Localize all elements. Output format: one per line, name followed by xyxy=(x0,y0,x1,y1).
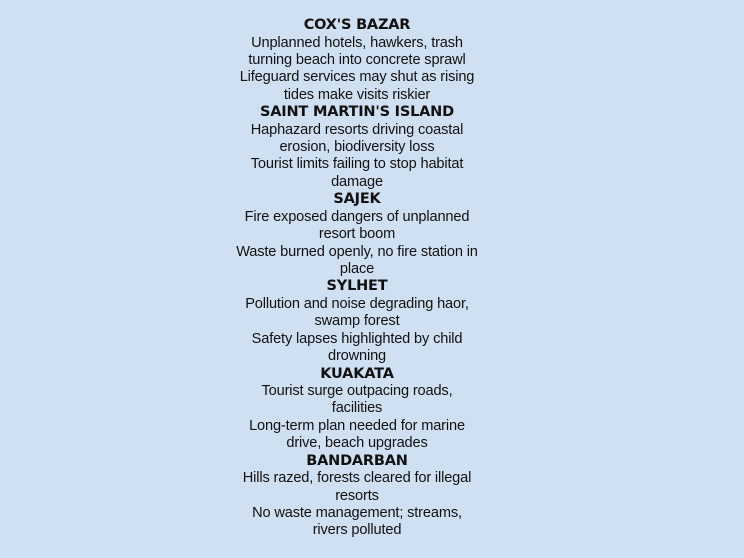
section-saint-martins-island xyxy=(236,104,478,191)
tourism-issues-list xyxy=(236,17,478,540)
issue-item: Haphazard resorts driving coastal erosion, biodiversity loss xyxy=(250,121,464,156)
section-sajek xyxy=(236,191,478,278)
issue-item: Long-term plan needed for marine drive, beach upgrades xyxy=(249,417,465,452)
place-heading: SYLHET xyxy=(326,278,388,295)
issue-item: Pollution and noise degrading haor, swamp forest xyxy=(245,295,469,330)
section-coxs-bazar xyxy=(236,17,478,104)
place-heading: BANDARBAN xyxy=(306,452,408,469)
issue-item: Tourist surge outpacing roads, facilities xyxy=(261,383,453,417)
place-heading: COX'S BAZAR xyxy=(303,17,411,33)
section-kuakata xyxy=(236,366,478,453)
issue-item: Waste burned openly, no fire station in place xyxy=(236,243,478,277)
issue-item: Lifeguard services may shut as rising tides make visits riskier xyxy=(239,69,475,103)
section-sylhet xyxy=(236,278,478,365)
issue-item: Fire exposed dangers of unplanned resort boom xyxy=(244,208,470,243)
issue-item: Hills razed, forests cleared for illegal resorts xyxy=(242,470,472,504)
issue-item: Safety lapses highlighted by child drowning xyxy=(251,330,463,365)
place-heading: KUAKATA xyxy=(320,365,394,382)
issue-item: No waste management; streams, rivers polluted xyxy=(252,504,462,539)
issue-item: Tourist limits failing to stop habitat damage xyxy=(250,156,464,190)
issue-item: Unplanned hotels, hawkers, trash turning beach into concrete sprawl xyxy=(248,34,466,68)
place-heading: SAJEK xyxy=(333,191,381,208)
place-heading: SAINT MARTIN'S ISLAND xyxy=(260,104,454,121)
section-bandarban xyxy=(236,453,478,540)
